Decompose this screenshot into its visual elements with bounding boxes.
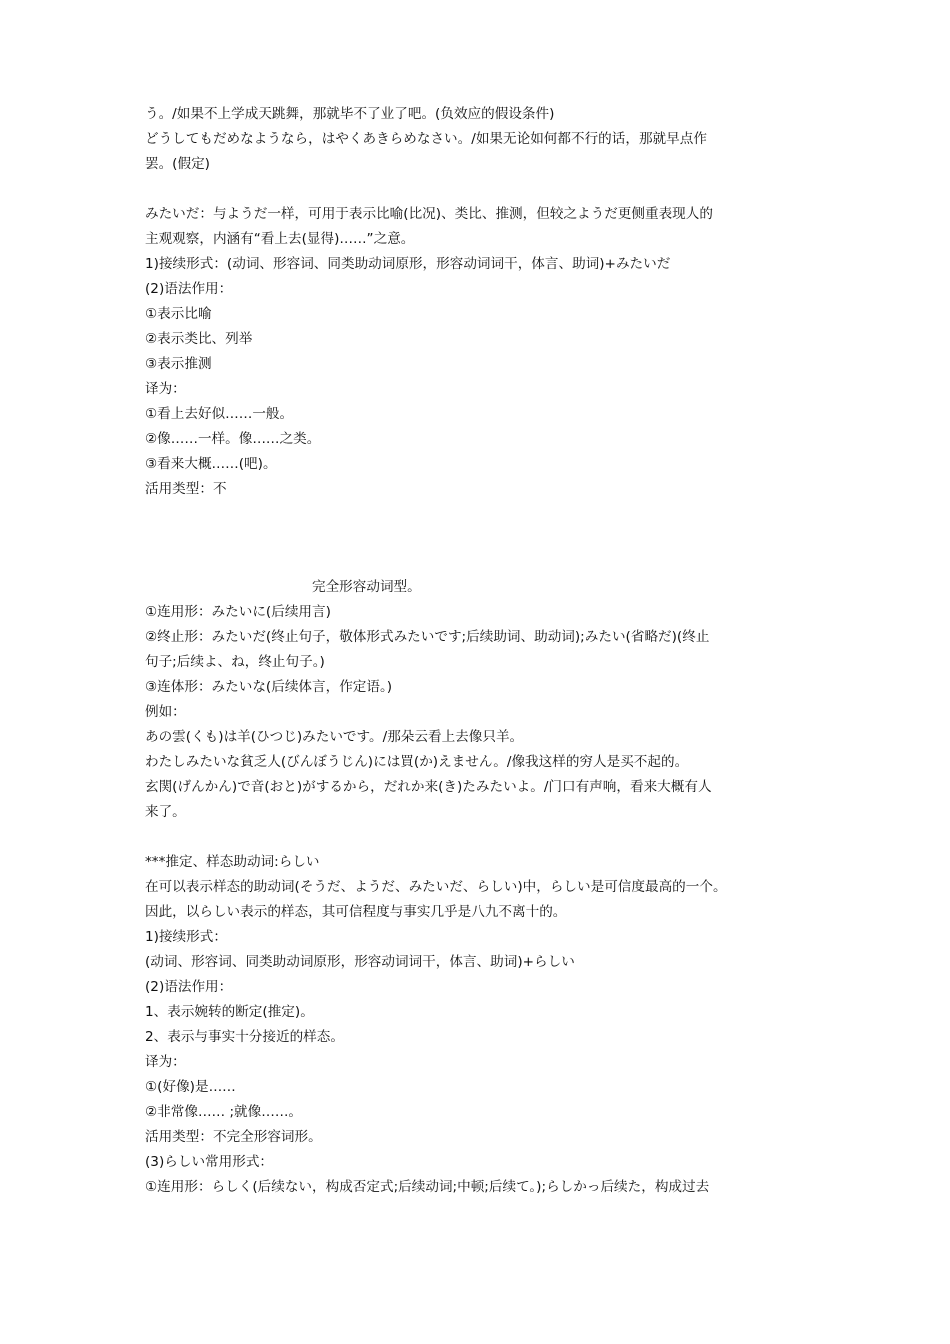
- text-line: ②像……一样。像……之类。: [145, 431, 321, 447]
- text-line: 1)接续形式：(动词、形容词、同类助动词原形，形容动词词干，体言、助词)+みたいだ: [145, 256, 671, 272]
- text-line: (3)らしい常用形式：: [145, 1154, 274, 1170]
- text-line: ③连体形：みたいな(后续体言，作定语。): [145, 679, 393, 695]
- text-line: わたしみたいな貧乏人(びんぼうじん)には買(か)えません。/像我这样的穷人是买不起的。: [145, 754, 689, 770]
- text-line: ②终止形：みたいだ(终止句子，敬体形式みたいです;后续助词、助动词);みたい(省略だ)(终止: [145, 629, 710, 645]
- text-line: ①连用形：みたいに(后续用言): [145, 604, 331, 620]
- text-line: ②表示类比、列举: [145, 331, 253, 347]
- text-line: (动词、形容词、同类助动词原形，形容动词词干，体言、助词)+らしい: [145, 954, 575, 970]
- text-line: ①连用形：らしく(后续ない，构成否定式;后续动词;中顿;后续て。);らしかっ后续た，构成过去: [145, 1179, 710, 1195]
- text-line: みたいだ：与ようだ一样，可用于表示比喻(比况)、类比、推测，但较之ようだ更侧重表现人的: [145, 206, 713, 222]
- text-line: どうしてもだめなようなら，はやくあきらめなさい。/如果无论如何都不行的话，那就早点作: [145, 131, 707, 147]
- text-line: 来了。: [145, 804, 186, 820]
- text-line: う。/如果不上学成天跳舞，那就毕不了业了吧。(负效应的假设条件): [145, 106, 555, 122]
- text-line: ③看来大概……(吧)。: [145, 456, 277, 472]
- text-line: 完全形容动词型。: [312, 579, 421, 595]
- text-line: 译为：: [145, 1054, 186, 1070]
- text-line: ***推定、样态助动词:らしい: [145, 854, 320, 870]
- text-line: ③表示推测: [145, 356, 212, 372]
- text-line: 活用类型：不完全形容词形。: [145, 1129, 322, 1145]
- text-line: 玄関(げんかん)で音(おと)がするから，だれか来(き)たみたいよ。/门口有声响，看来大概有人: [145, 779, 712, 795]
- text-line: 译为：: [145, 381, 186, 397]
- text-line: 2、表示与事实十分接近的样态。: [145, 1029, 344, 1045]
- text-line: ①(好像)是……: [145, 1079, 236, 1095]
- text-line: あの雲(くも)は羊(ひつじ)みたいです。/那朵云看上去像只羊。: [145, 729, 524, 745]
- text-line: (2)语法作用：: [145, 281, 233, 297]
- text-line: ①看上去好似……一般。: [145, 406, 294, 422]
- text-line: 1)接续形式：: [145, 929, 227, 945]
- text-line: 在可以表示样态的助动词(そうだ、ようだ、みたいだ、らしい)中，らしい是可信度最高的一个。: [145, 879, 727, 895]
- text-line: (2)语法作用：: [145, 979, 233, 995]
- text-line: 活用类型：不: [145, 481, 227, 497]
- text-line: ①表示比喻: [145, 306, 212, 322]
- text-line: 因此，以らしい表示的样态，其可信程度与事实几乎是八九不离十的。: [145, 904, 567, 920]
- text-line: 1、表示婉转的断定(推定)。: [145, 1004, 314, 1020]
- text-line: 句子;后续よ、ね，终止句子。): [145, 654, 325, 670]
- text-line: 主观观察，内涵有“看上去(显得)……”之意。: [145, 231, 415, 247]
- text-line: 罢。(假定): [145, 156, 210, 172]
- text-line: ②非常像…… ;就像……。: [145, 1104, 303, 1120]
- text-line: 例如：: [145, 704, 186, 720]
